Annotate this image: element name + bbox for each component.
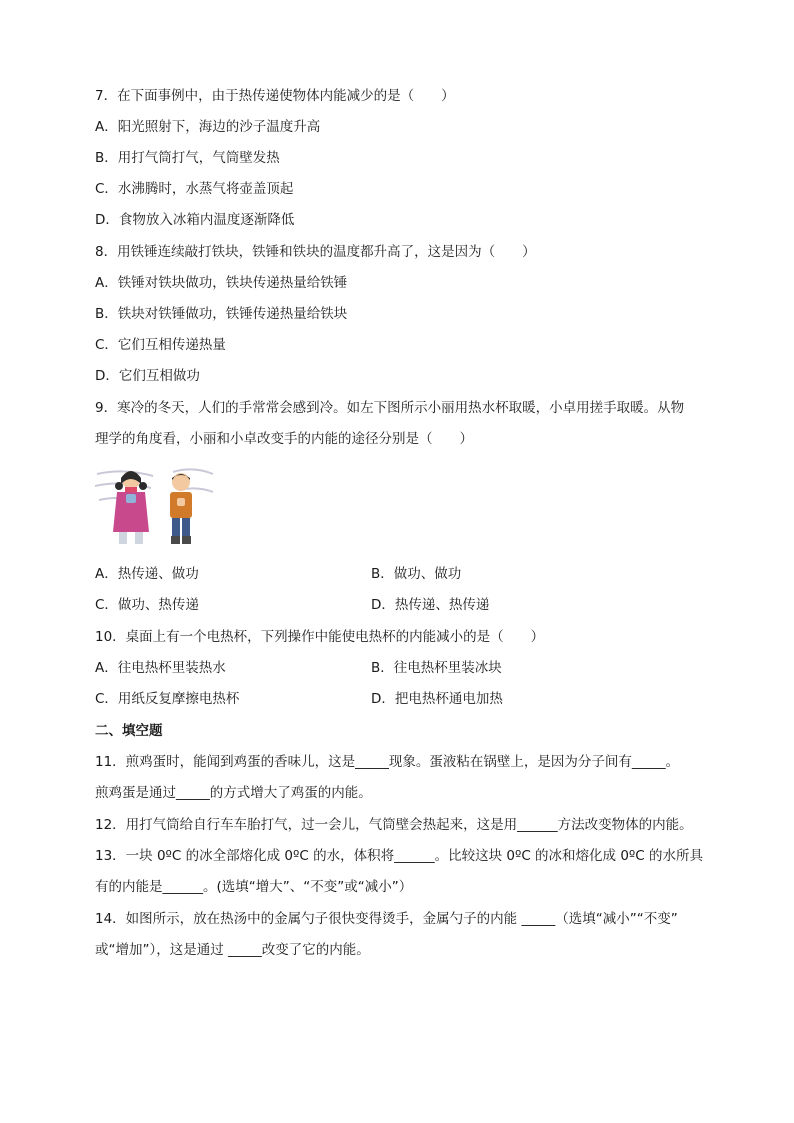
q12-line1: 12．用打气筒给自行车车胎打气，过一会儿，气筒壁会热起来，这是用______方法改变物体的内能。	[95, 817, 693, 833]
q8-option-c: C．它们互相传递热量	[95, 337, 226, 353]
q9-option-a: A．热传递、做功	[95, 566, 199, 582]
q7-option-d: D．食物放入冰箱内温度逐渐降低	[95, 212, 295, 228]
q9-option-b: B．做功、做功	[371, 566, 462, 582]
q7-option-c: C．水沸腾时，水蒸气将壶盖顶起	[95, 181, 294, 197]
q10-option-b: B．往电热杯里装冰块	[371, 660, 502, 676]
q13-line1: 13．一块 0ºC 的冰全部熔化成 0ºC 的水，体积将______。比较这块 0ºC 的冰和熔化成 0ºC 的水所具	[95, 848, 704, 864]
q13-line2: 有的内能是______。(选填“增大”、“不变”或“减小”）	[95, 879, 413, 895]
q14-line1: 14．如图所示，放在热汤中的金属勺子很快变得烫手，金属勺子的内能 _____（选填“减小”“不变”	[95, 911, 678, 927]
q11-line1: 11．煎鸡蛋时，能闻到鸡蛋的香味儿，这是_____现象。蛋液粘在锅壁上，是因为分子间有_____。	[95, 754, 680, 770]
q8-option-d: D．它们互相做功	[95, 368, 200, 384]
q10-option-a: A．往电热杯里装热水	[95, 660, 226, 676]
q9-option-c: C．做功、热传递	[95, 597, 199, 613]
q8-stem: 8．用铁锤连续敲打铁块，铁锤和铁块的温度都升高了，这是因为（ ）	[95, 244, 536, 260]
q10-stem: 10．桌面上有一个电热杯，下列操作中能使电热杯的内能减小的是（ ）	[95, 629, 545, 645]
q9-option-d: D．热传递、热传递	[371, 597, 490, 613]
q10-option-c: C．用纸反复摩擦电热杯	[95, 691, 240, 707]
q8-option-a: A．铁锤对铁块做功，铁块传递热量给铁锤	[95, 275, 348, 291]
q9-stem-line2: 理学的角度看，小丽和小卓改变手的内能的途径分别是（ ）	[95, 431, 473, 447]
q11-line2: 煎鸡蛋是通过_____的方式增大了鸡蛋的内能。	[95, 785, 372, 801]
q7-option-b: B．用打气筒打气，气筒壁发热	[95, 150, 280, 166]
q10-option-d: D．把电热杯通电加热	[371, 691, 503, 707]
q7-stem: 7．在下面事例中，由于热传递使物体内能减少的是（ ）	[95, 88, 455, 104]
kids-warming-hands-illustration	[95, 460, 215, 550]
section-heading-fill-in: 二、填空题	[95, 723, 163, 739]
q14-line2: 或“增加”），这是通过 _____改变了它的内能。	[95, 942, 370, 958]
q9-stem-line1: 9．寒冷的冬天，人们的手常常会感到冷。如左下图所示小丽用热水杯取暖，小卓用搓手取暖。从物	[95, 400, 685, 416]
q8-option-b: B．铁块对铁锤做功，铁锤传递热量给铁块	[95, 306, 348, 322]
q7-option-a: A．阳光照射下，海边的沙子温度升高	[95, 119, 321, 135]
